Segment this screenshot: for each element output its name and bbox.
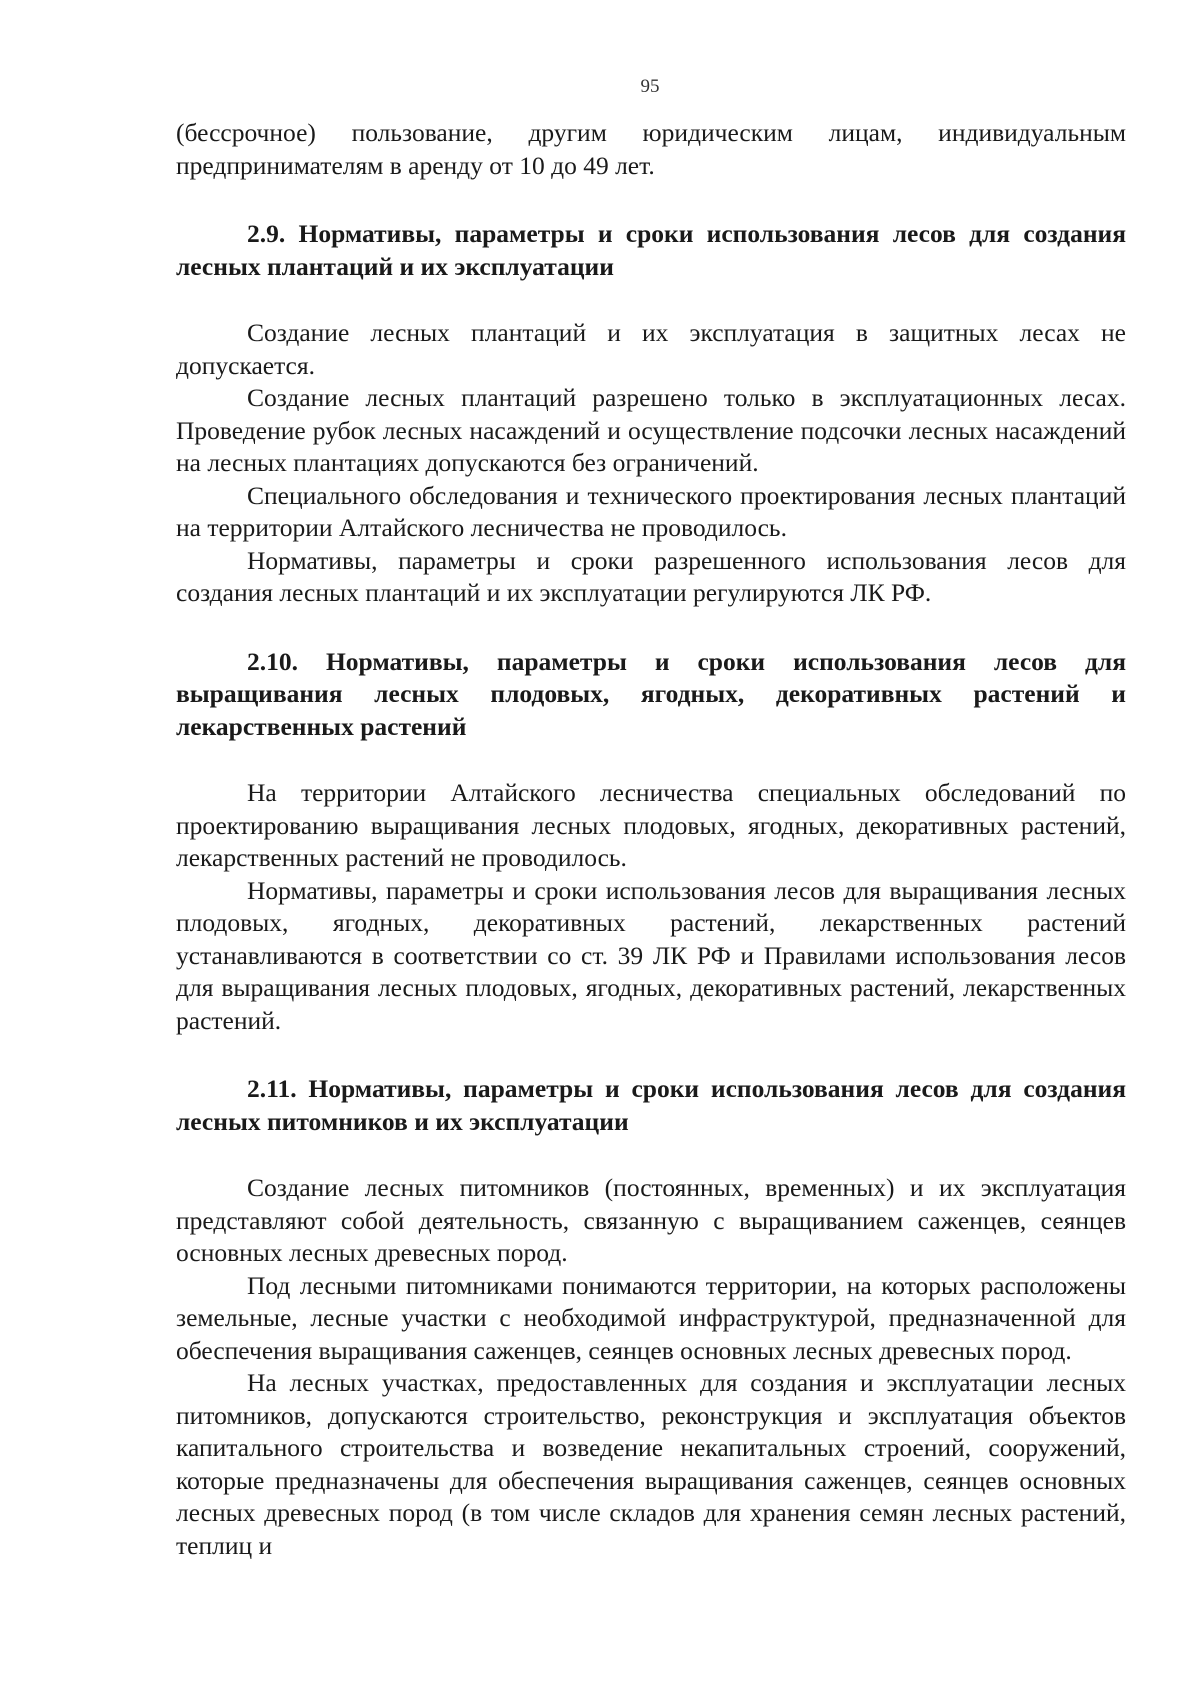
intro-paragraph: (бессрочное) пользование, другим юридическим лицам, индивидуальным предпринимателям в аренду от 10 до 49 лет. — [176, 118, 1126, 180]
paragraph: Создание лесных питомников (постоянных, временных) и их эксплуатация представляют собой деятельность, связанную с выращиванием саженцев, сеянцев основных лесных древесных пород. — [176, 1173, 1126, 1267]
paragraph: Нормативы, параметры и сроки разрешенного использования лесов для создания лесных плантаций и их эксплуатации регулируются ЛК РФ. — [176, 545, 1126, 607]
section-heading-2-9: 2.9. Нормативы, параметры и сроки использования лесов для создания лесных плантаций и их эксплуатации — [176, 219, 1126, 281]
paragraph: Создание лесных плантаций разрешено только в эксплуатационных лесах. Проведение рубок лесных насаждений и осуществление подсочки лесных насаждений на лесных плантациях допускаются без ограничений. — [176, 383, 1126, 477]
paragraph: Специального обследования и технического проектирования лесных плантаций на территории Алтайского лесничества не проводилось. — [176, 480, 1126, 542]
paragraph: На лесных участках, предоставленных для создания и эксплуатации лесных питомников, допускаются строительство, реконструкция и эксплуатация объектов капитального строительства и возведение некапитальных строений, сооружений, которые предназначены для обеспечения выращивания саженцев, сеянцев основных лесных древесных пород (в том числе складов для хранения семян лесных растений, теплиц и — [176, 1368, 1126, 1560]
paragraph: Нормативы, параметры и сроки использования лесов для выращивания лесных плодовых, ягодных, декоративных растений, лекарственных растений устанавливаются в соответствии со ст. 39 ЛК РФ и Правилами использования лесов для выращивания лесных плодовых, ягодных, декоративных растений, лекарственных растений. — [176, 875, 1126, 1035]
paragraph: На территории Алтайского лесничества специальных обследований по проектированию выращивания лесных плодовых, ягодных, декоративных растений, лекарственных растений не проводилось. — [176, 778, 1126, 872]
section-heading-2-10: 2.10. Нормативы, параметры и сроки использования лесов для выращивания лесных плодовых, ягодных, декоративных растений и лекарственных растений — [176, 646, 1126, 741]
page-number: 95 — [640, 76, 660, 97]
document-body — [176, 117, 1126, 1562]
section-heading-2-11: 2.11. Нормативы, параметры и сроки использования лесов для создания лесных питомников и их эксплуатации — [176, 1074, 1126, 1136]
paragraph: Под лесными питомниками понимаются территории, на которых расположены земельные, лесные участки с необходимой инфраструктурой, предназначенной для обеспечения выращивания саженцев, сеянцев основных лесных древесных пород. — [176, 1270, 1126, 1365]
paragraph: Создание лесных плантаций и их эксплуатация в защитных лесах не допускается. — [176, 318, 1126, 380]
